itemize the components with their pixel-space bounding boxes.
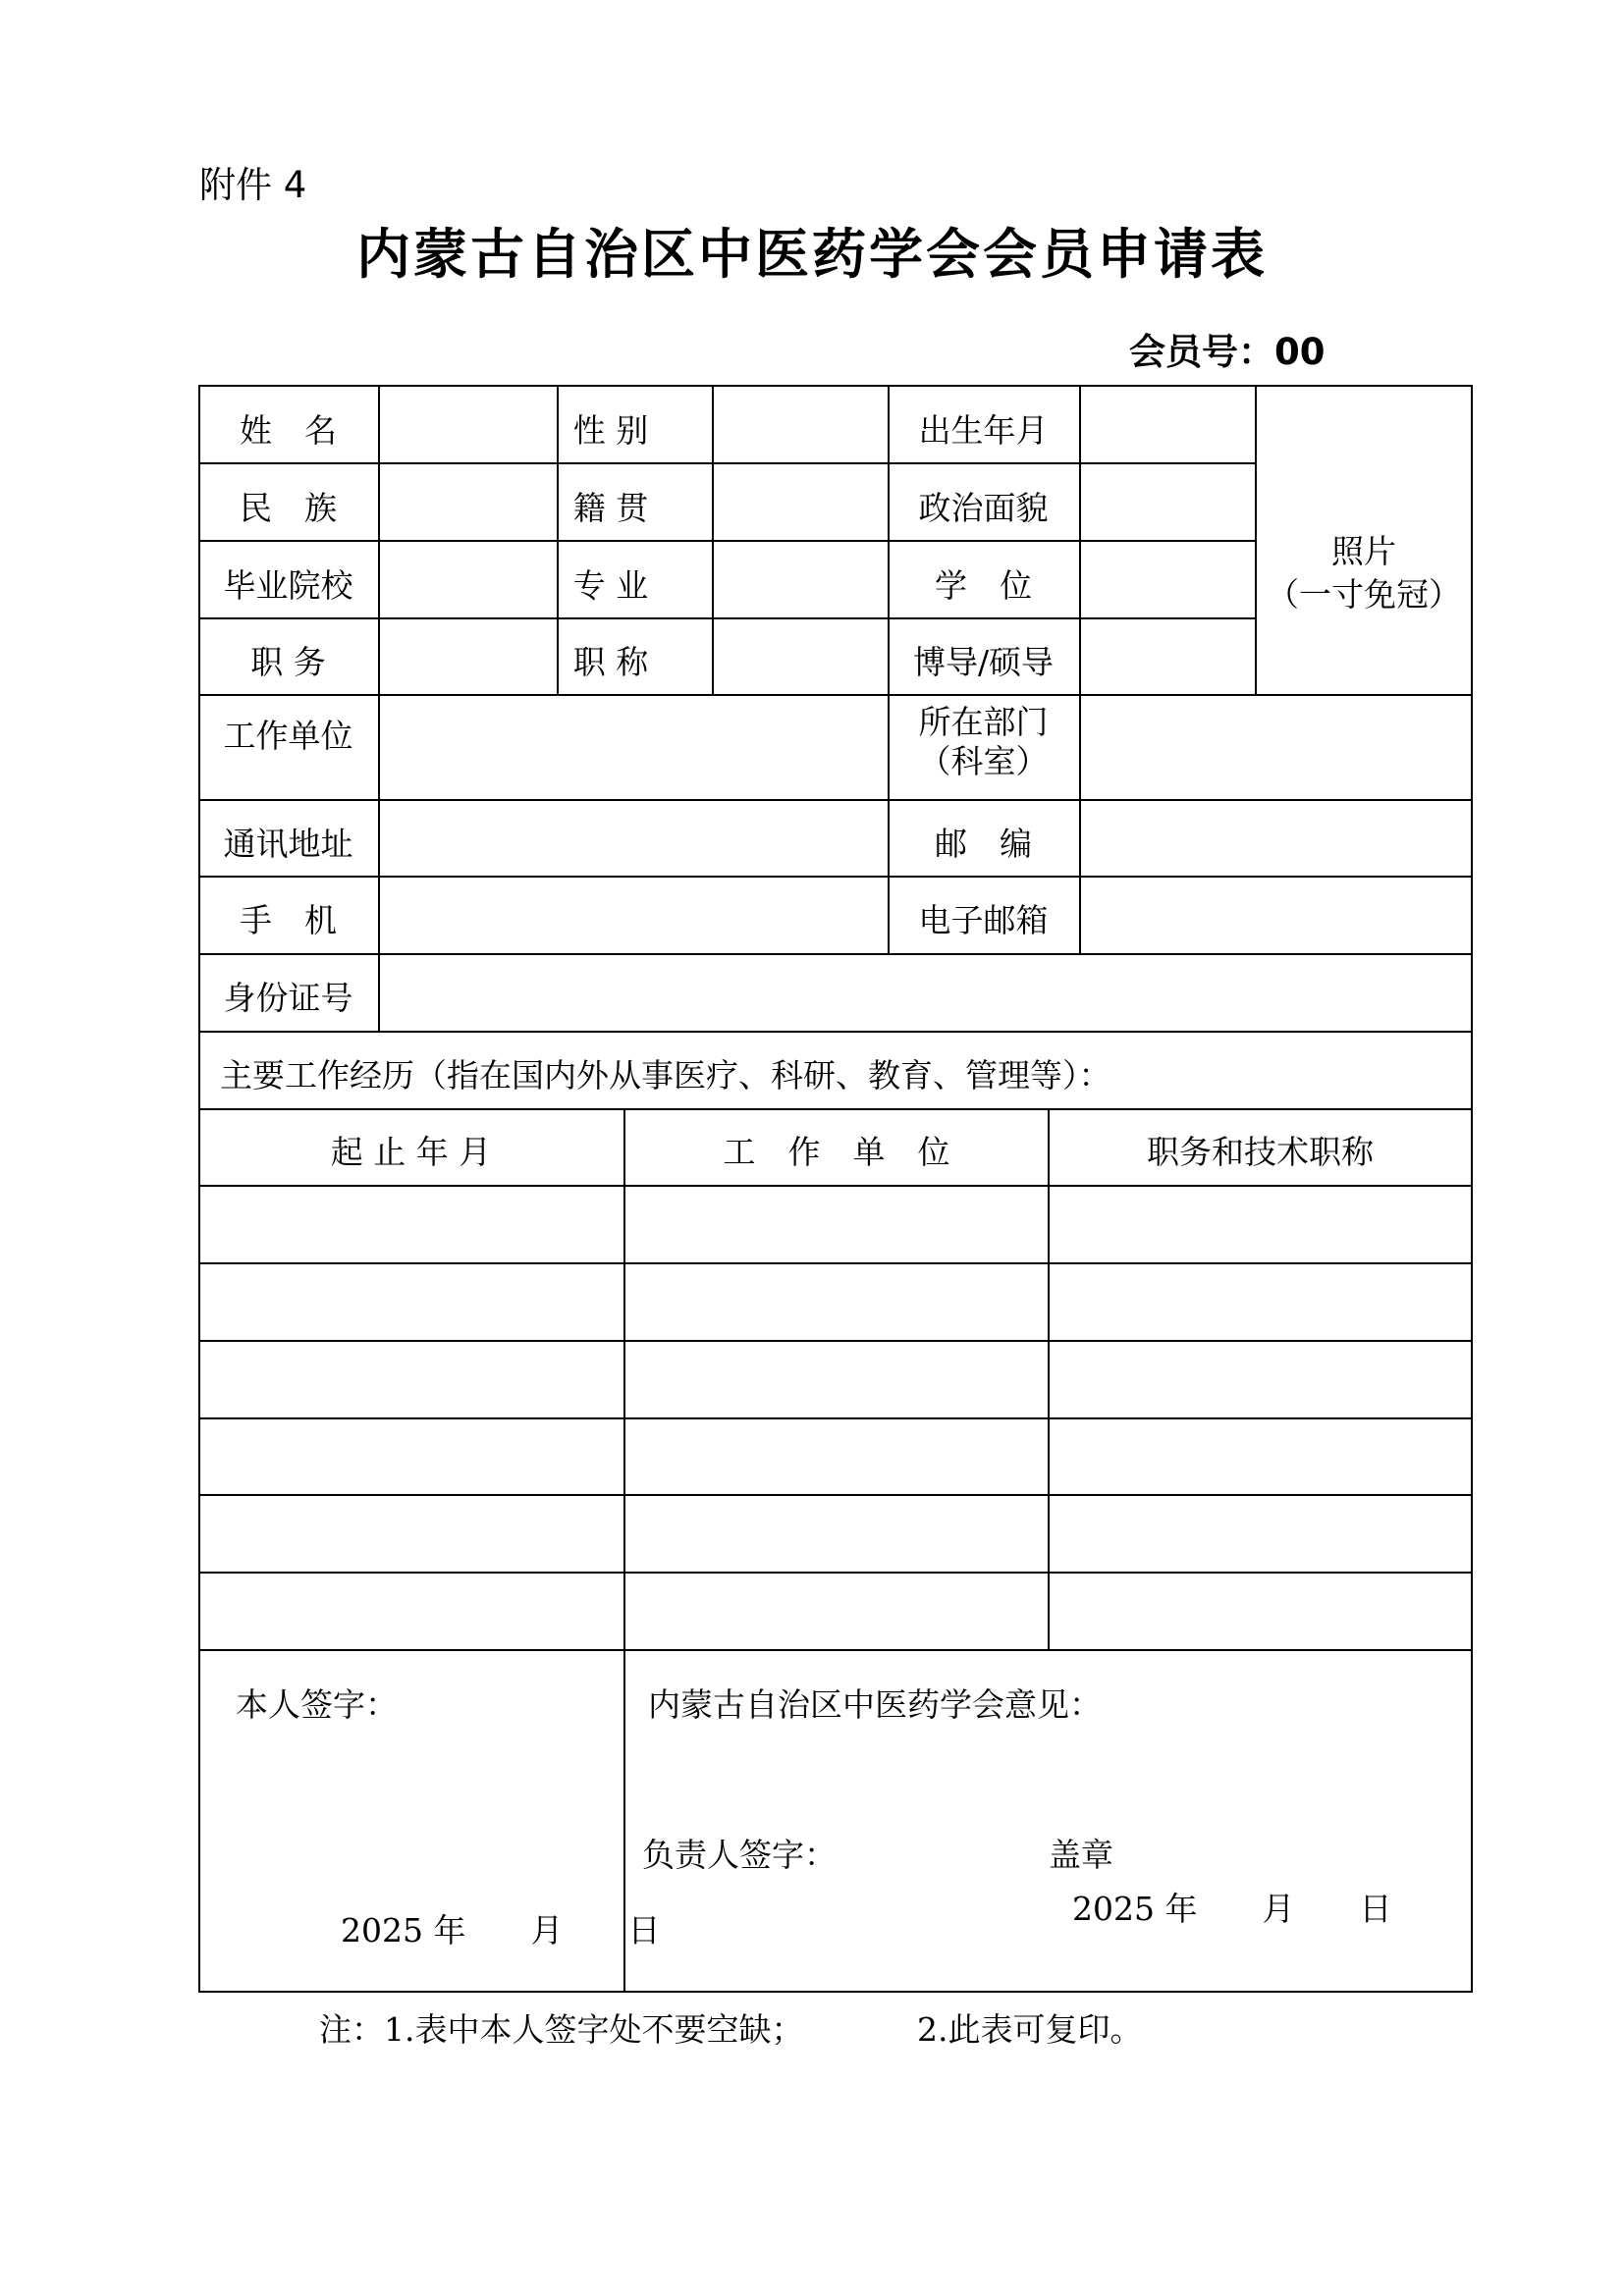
label-photo: 照片 xyxy=(1331,532,1396,570)
experience-cell[interactable] xyxy=(625,1496,1048,1572)
label-employer: 工作单位 xyxy=(223,717,353,755)
label-supervisor: 博导/硕导 xyxy=(912,643,1055,681)
input-name[interactable] xyxy=(380,387,557,462)
experience-cell[interactable] xyxy=(1050,1187,1471,1262)
experience-cell[interactable] xyxy=(625,1187,1048,1262)
society-opinion-label: 内蒙古自治区中医药学会意见： xyxy=(648,1685,1102,1724)
input-supervisor[interactable] xyxy=(1081,619,1255,694)
input-postcode[interactable] xyxy=(1081,801,1471,876)
input-mobile[interactable] xyxy=(380,878,888,953)
experience-cell[interactable] xyxy=(200,1496,623,1572)
label-title-rank: 职 称 xyxy=(572,643,649,681)
input-address[interactable] xyxy=(380,801,888,876)
footnote: 注：1.表中本人签字处不要空缺； 2.此表可复印。 xyxy=(319,2010,1143,2049)
label-ethnicity: 民 族 xyxy=(240,489,337,527)
label-name: 姓 名 xyxy=(240,411,337,450)
experience-cell[interactable] xyxy=(200,1264,623,1340)
input-email[interactable] xyxy=(1081,878,1471,953)
input-ethnicity[interactable] xyxy=(380,464,557,540)
page-title: 内蒙古自治区中医药学会会员申请表 xyxy=(355,223,1268,286)
label-political-status: 政治面貌 xyxy=(918,489,1049,527)
label-email: 电子邮箱 xyxy=(918,901,1049,939)
application-form xyxy=(198,385,1473,1993)
attachment-label: 附件 4 xyxy=(199,164,307,206)
input-school[interactable] xyxy=(380,542,557,617)
experience-cell[interactable] xyxy=(200,1342,623,1417)
society-opinion-area[interactable] xyxy=(625,1651,1471,1991)
experience-cell[interactable] xyxy=(1050,1342,1471,1417)
experience-cell[interactable] xyxy=(625,1264,1048,1340)
photo-box[interactable] xyxy=(1257,387,1471,694)
experience-cell[interactable] xyxy=(625,1574,1048,1649)
input-native-place[interactable] xyxy=(714,464,888,540)
self-signature-area[interactable] xyxy=(200,1651,623,1991)
label-school: 毕业院校 xyxy=(223,566,353,605)
input-gender[interactable] xyxy=(714,387,888,462)
label-gender: 性 别 xyxy=(572,411,649,450)
leader-signature-label: 负责人签字： xyxy=(642,1836,837,1874)
rule xyxy=(1471,385,1473,1993)
rule xyxy=(198,1031,1473,1033)
rule xyxy=(198,1108,1473,1110)
label-photo-spec: （一寸免冠） xyxy=(1267,575,1461,614)
label-mobile: 手 机 xyxy=(240,901,337,939)
col-period: 起 止 年 月 xyxy=(330,1133,492,1171)
rule xyxy=(198,1991,1473,1993)
label-department-sub: （科室） xyxy=(918,742,1049,780)
seal-label: 盖章 xyxy=(1049,1836,1113,1874)
experience-cell[interactable] xyxy=(625,1342,1048,1417)
experience-cell[interactable] xyxy=(1050,1264,1471,1340)
input-employer[interactable] xyxy=(380,696,888,799)
input-major[interactable] xyxy=(714,542,888,617)
input-position[interactable] xyxy=(380,619,557,694)
col-position-title: 职务和技术职称 xyxy=(1147,1133,1374,1171)
experience-heading: 主要工作经历（指在国内外从事医疗、科研、教育、管理等）： xyxy=(220,1056,1111,1095)
experience-cell[interactable] xyxy=(1050,1419,1471,1495)
experience-cell[interactable] xyxy=(625,1419,1048,1495)
experience-cell[interactable] xyxy=(200,1419,623,1495)
label-postcode: 邮 编 xyxy=(935,825,1032,863)
society-date: 2025 年 月 日 xyxy=(1072,1890,1392,1928)
input-political-status[interactable] xyxy=(1081,464,1255,540)
label-address: 通讯地址 xyxy=(223,825,353,863)
experience-cell[interactable] xyxy=(200,1574,623,1649)
col-employer: 工 作 单 位 xyxy=(723,1133,950,1171)
label-major: 专 业 xyxy=(572,566,649,605)
input-title-rank[interactable] xyxy=(714,619,888,694)
experience-cell[interactable] xyxy=(1050,1496,1471,1572)
experience-cell[interactable] xyxy=(1050,1574,1471,1649)
member-number: 会员号：00 xyxy=(1129,331,1326,373)
self-signature-label: 本人签字： xyxy=(236,1685,398,1724)
label-native-place: 籍 贯 xyxy=(572,489,649,527)
label-id-number: 身份证号 xyxy=(223,979,353,1017)
input-department[interactable] xyxy=(1081,696,1471,799)
label-department: 所在部门 xyxy=(918,703,1049,741)
experience-cell[interactable] xyxy=(200,1187,623,1262)
input-degree[interactable] xyxy=(1081,542,1255,617)
label-position: 职 务 xyxy=(250,643,326,681)
label-birth: 出生年月 xyxy=(918,411,1049,450)
input-birth[interactable] xyxy=(1081,387,1255,462)
self-signature-date: 2025 年 月 日 xyxy=(341,1911,661,1949)
input-id-number[interactable] xyxy=(380,955,1471,1031)
label-degree: 学 位 xyxy=(935,566,1032,605)
